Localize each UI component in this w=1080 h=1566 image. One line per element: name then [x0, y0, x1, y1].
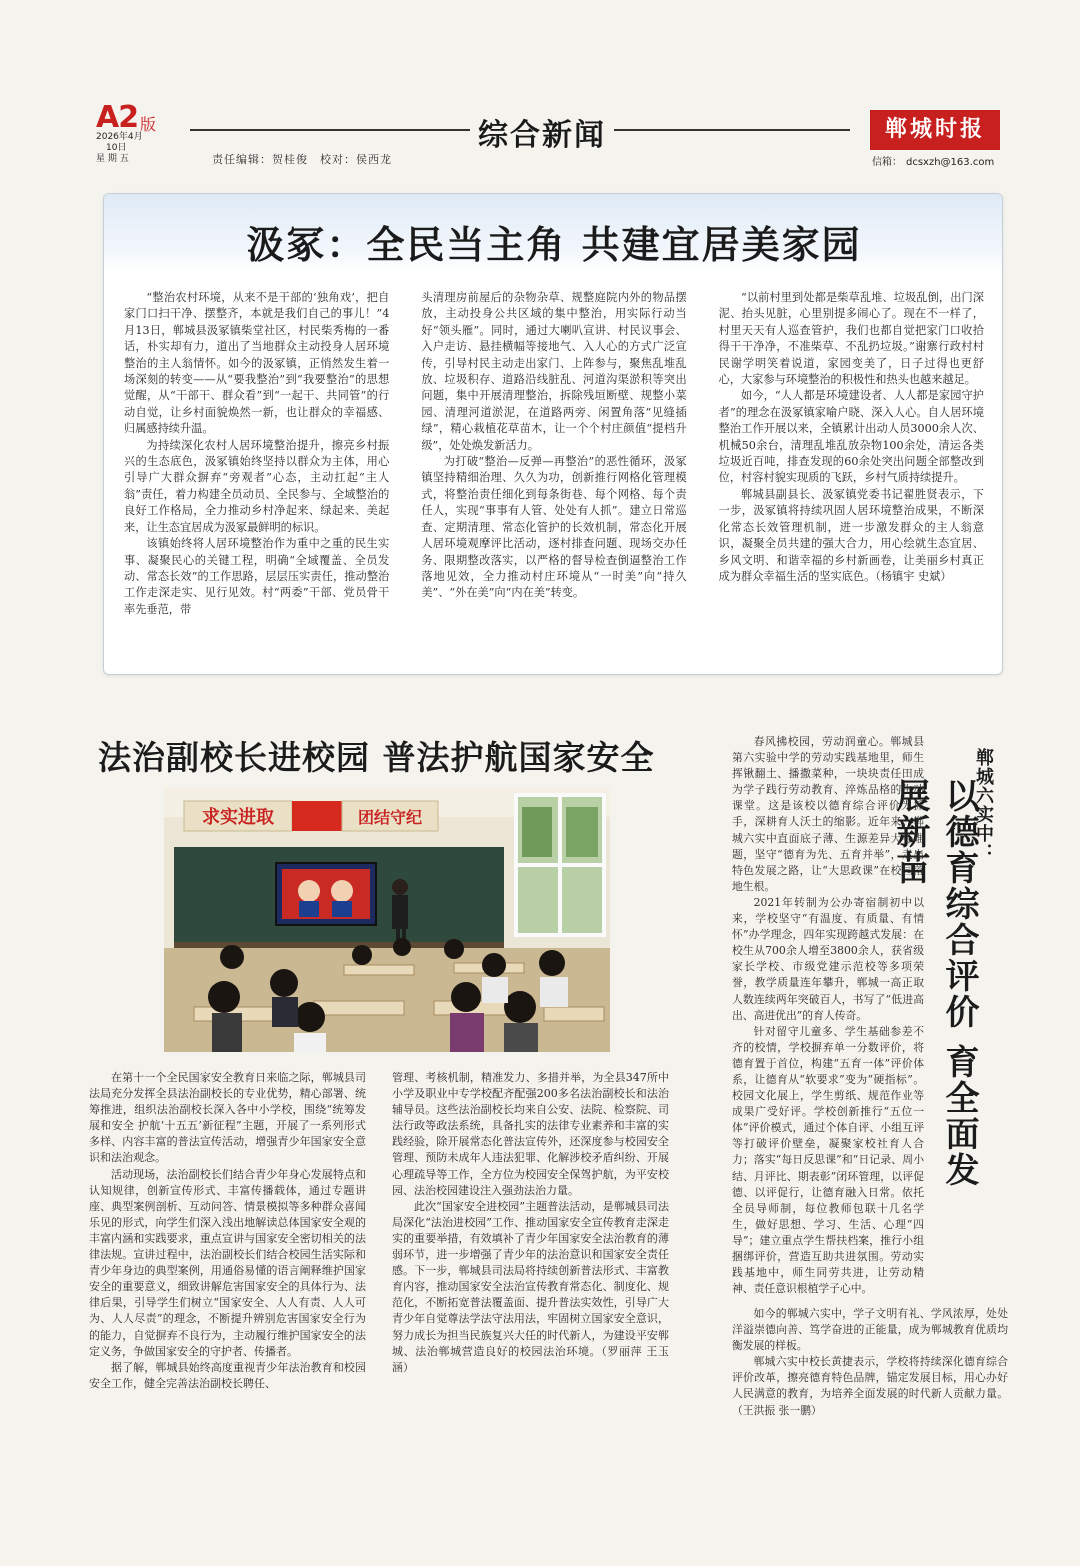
article-body-bottom — [732, 1306, 1008, 1419]
paragraph: 为打破“整治—反弹—再整治”的恶性循环，汲冢镇坚持精细治理、久久为功，创新推行网格化管理模式，将整治责任细化到每条街巷、每个网格、每个责任人，实现“事事有人管、处处有人抓”。建立日常巡查、定期清理、常态化管护的长效机制，常态化开展人居环境观摩评比活动，逐村排查问题、现场交办任务、限期整改落实，以严格的督导检查倒逼整治工作落地见效，全力推动村庄环境从“一时美”向“持久美”、“外在美”向“内在美”转变。 — [421, 455, 687, 600]
paragraph: 2021年转制为公办寄宿制初中以来，学校坚守“有温度、有质量、有情怀”办学理念，四年实现跨越式发展：在校生从700余人增至3800余人，获省级家长学校、市级党建示范校等多项荣誉，教学质量连年攀升，郸城一高正取人数连续两年突破百人，书写了“低进高出、高进优出”的育人传奇。 — [732, 895, 924, 1022]
article-body — [124, 290, 984, 660]
editor-credit: 责任编辑：贺桂俊 校对：侯西龙 — [212, 153, 392, 166]
paragraph: 活动现场，法治副校长们结合青少年身心发展特点和认知规律，创新宣传形式、丰富传播载体，通过专题讲座、典型案例剖析、互动问答、情景模拟等多种群众喜闻乐见的形式，向学生们深入浅出地解读总体国家安全观的丰富内涵和实践要求，重点宣讲与国家安全密切相关的法律法规。宣讲过程中，法治副校长们结合校园生活实际和青少年身边的典型案例，用通俗易懂的语言阐释维护国家安全的重要意义，细致讲解危害国家安全的具体行为、法律后果，引导学生们树立“国家安全、人人有责、人人可为、人人尽责”的理念，不断提升辨别危害国家安全行为的能力，自觉摒弃不良行为，主动履行维护国家安全的法定义务，争做国家安全的守护者、传播者。 — [89, 1167, 366, 1358]
paragraph: 据了解，郸城县始终高度重视青少年法治教育和校园安全工作，健全完善法治副校长聘任、 — [89, 1360, 366, 1390]
page-number: A2 — [96, 100, 139, 135]
article-column-2 — [421, 290, 686, 660]
article-title: 汲冢：全民当主角 共建宜居美家园 — [246, 222, 862, 267]
paragraph: 如今，“人人都是环境建设者、人人都是家园守护者”的理念在汲冢镇家喻户晓、深入人心。自人居环境整治工作开展以来，全镇累计出动人员3000余人次、机械50余台，清理乱堆乱放杂物100余处，清运各类垃圾近百吨，排查发现的60余处突出问题全部整改到位，村容村貌实现质的飞跃，乡村气质持续提升。 — [718, 389, 984, 485]
article-column-2 — [392, 1070, 669, 1470]
date-weekday: 星 期 五 — [96, 154, 129, 164]
article-title: 法治副校长进校园 普法护航国家安全 — [98, 738, 655, 777]
banner-left-text: 求实进取 — [202, 807, 274, 828]
article-kicker: 郸城六实中： — [973, 748, 994, 862]
classroom-photo — [164, 787, 610, 1052]
paragraph: “整治农村环境，从来不是干部的‘独角戏’，把自家门口扫干净、摆整齐，本就是我们自己的事儿！”4月13日，郸城县汲冢镇柴堂社区，村民柴秀梅的一番话，朴实却有力，道出了当地群众主动投身人居环境整治的主人翁情怀。如今的汲冢镇，正悄然发生着一场深刻的转变——从“要我整治”到“我要整治”的思想觉醒，从“干部干、群众看”到“一起干、共同管”的行动自觉，让乡村面貌焕然一新，也让群众的幸福感、归属感持续升温。 — [124, 291, 390, 436]
article-title: 以德育综合评价 育全面发展新苗 — [890, 778, 979, 1188]
paragraph: 管理、考核机制，精准发力、多措并举，为全县347所中小学及职业中专学校配齐配强200多名法治副校长和法治辅导员。这些法治副校长均来自公安、法院、检察院、司法行政等政法系统，具备扎实的法律专业素养和丰富的实践经验，除开展常态化普法宣传外，还深度参与校园安全管理、预防未成年人违法犯罪、化解涉校矛盾纠纷、开展心理疏导等工作，全方位为校园安全保驾护航，为平安校园、法治校园建设注入强劲法治力量。 — [392, 1071, 669, 1197]
paragraph: 如今的郸城六实中，学子文明有礼、学风浓厚，处处洋溢崇德向善、笃学奋进的正能量，成为郸城教育优质均衡发展的样板。 — [732, 1307, 1008, 1353]
article-column-3 — [719, 290, 984, 660]
article-vertical-title — [890, 748, 994, 1208]
paragraph: 此次“国家安全进校园”主题普法活动，是郸城县司法局深化“法治进校园”工作、推动国家安全宣传教育走深走实的重要举措，有效填补了青少年国家安全法治教育的薄弱环节，进一步增强了青少年的法治意识和国家安全责任感。下一步，郸城县司法局将持续创新普法形式、丰富教育内容，推动国家安全法治宣传教育常态化、制度化、规范化，不断拓宽普法覆盖面、提升普法实效性，引导广大青少年自觉尊法学法守法用法，牢固树立国家安全意识，努力成长为担当民族复兴大任的时代新人，为建设平安郸城、法治郸城营造良好的校园法治环境。（罗丽萍 王玉涵） — [392, 1199, 669, 1374]
banner-right-text: 团结守纪 — [357, 808, 423, 827]
article-village-environment — [103, 193, 1003, 675]
mailbox-line — [872, 153, 994, 168]
page-header — [0, 0, 1080, 180]
paragraph: “以前村里到处都是柴草乱堆、垃圾乱倒，出门深泥、抬头见脏，心里别提多闹心了。现在不一样了，村里天天有人巡查管护，我们也都自觉把家门口收拾得干干净净，不准柴草、不乱扔垃圾。”谢寨行政村村民谢学明笑着说道，家园变美了，日子过得也更舒心，大家参与环境整治的积极性和热头也越来越足。 — [718, 291, 984, 387]
mailbox-email: dcsxzh@163.com — [906, 157, 995, 168]
date-month: 2026年4月 — [96, 132, 143, 142]
paragraph: 头清理房前屋后的杂物杂草、规整庭院内外的物品摆放，主动投身公共区域的集中整治，用实际行动当好“领头雁”。同时，通过大喇叭宣讲、村民议事会、入户走访、悬挂横幅等接地气、入人心的方式广泛宣传，引导村民主动走出家门、上阵参与，聚焦乱堆乱放、垃圾积存、道路沿线脏乱、河道沟渠淤积等突出问题，集中开展清理整治，拆除残垣断壁、规整小菜园、清理河道淤泥，在道路两旁、闲置角落“见缝插绿”，精心栽植花草苗木，让一个个村庄颜值“提档升级”，处处焕发新活力。 — [421, 291, 687, 452]
paragraph: 郸城县副县长、汲冢镇党委书记翟胜贤表示，下一步，汲冢镇将持续巩固人居环境整治成果，不断深化常态长效管理机制，进一步激发群众的主人翁意识，凝聚全员共建的强大合力，用心绘就生态宜居、乡风文明、和谐幸福的乡村新画卷，让美丽乡村真正成为群众幸福生活的坚实底色。（杨镇宇 史斌） — [718, 487, 984, 583]
article-column-1 — [124, 290, 389, 660]
page-suffix: 版 — [140, 115, 157, 134]
paragraph: 在第十一个全民国家安全教育日来临之际，郸城县司法局充分发挥全县法治副校长的专业优势，精心部署、统筹推进，组织法治副校长深入各中小学校，围绕“统筹发展和安全 护航‘十五五’新征程”主题，开展了一系列形式多样、内容丰富的普法宣传活动，增强青少年国家安全意识和法治观念。 — [89, 1071, 366, 1165]
paragraph: 针对留守儿童多、学生基础参差不齐的校情，学校摒弃单一分数评价，将德育置于首位，构建“五育一体”评价体系，让德育从“软要求”变为“硬指标”。校园文化展上，学生剪纸、规范作业等成果广受好评。学校创新推行“五位一体”评价模式，通过个体自评、小组互评等打破评价壁垒，凝聚家校社育人合力；落实“每日反思课”和“日记录、周小结、月评比、期表彰”闭环管理，以评促德、以评促行，让德育融入日常。依托全员导师制，每位教师包联十几名学生，做好思想、学习、生活、心理“四导”；建立重点学生帮扶档案，推行小组捆绑评价，营造互助共进氛围。劳动实践基地中，师生同劳共进，让劳动精神、责任意识根植学子心中。 — [732, 1024, 924, 1296]
paragraph: 该镇始终将人居环境整治作为重中之重的民生实事、凝聚民心的关键工程，明确“全域覆盖、全员发动、常态长效”的工作思路，层层压实责任，推动整治工作走深走实、见行见效。村“两委”干部、党员骨干率先垂范，带 — [124, 537, 390, 616]
issue-date — [96, 132, 143, 165]
date-day: 10日 — [106, 143, 127, 153]
paper-logo: 郸城时报 — [870, 110, 1000, 150]
article-body — [89, 1070, 669, 1470]
mailbox-label: 信箱： — [872, 157, 902, 168]
section-title: 综合新闻 — [470, 110, 614, 154]
paragraph: 春风拂校园，劳动润童心。郸城县第六实验中学的劳动实践基地里，师生挥锹翻土、播撒菜种，一块块责任田成为学子践行劳动教育、淬炼品格的生动课堂。这是该校以德育综合评价为抓手，深耕育人沃土的缩影。近年来，郸城六实中直面底子薄、生源差异大等难题，坚守“德育为先、五育并举”，走出特色发展之路，让“大思政课”在校园落地生根。 — [732, 735, 924, 893]
paragraph: 郸城六实中校长黄捷表示，学校将持续深化德育综合评价改革，擦亮德育特色品牌，锚定发展目标，用心办好人民满意的教育，为培养全面发展的时代新人贡献力量。（王洪振 张一鹏） — [732, 1355, 1008, 1417]
paragraph: 为持续深化农村人居环境整治提升，擦亮乡村振兴的生态底色，汲冢镇始终坚持以群众为主体，用心引导广大群众摒弃“旁观者”心态，主动扛起“主人翁”责任，着力构建全员动员、全民参与、全域整治的良好工作格局，全力推动乡村净起来、绿起来、美起来，让生态宜居成为汲冢最鲜明的标识。 — [124, 438, 390, 534]
classroom-illustration — [164, 787, 610, 1052]
article-column-1 — [89, 1070, 366, 1470]
